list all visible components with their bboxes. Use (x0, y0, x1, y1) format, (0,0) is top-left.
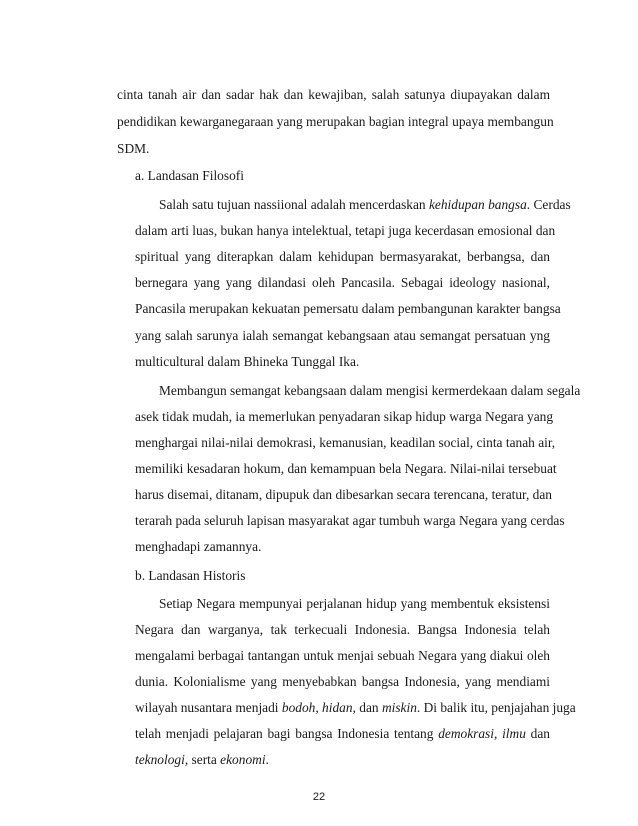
section-a-p2-line-3: menghargai nilai-nilai demokrasi, kemanusian, keadilan social, cinta tanah air, (135, 435, 556, 450)
section-b-p1-line-3: mengalami berbagai tantangan untuk menjai sebuah Negara yang diakui oleh (135, 648, 550, 663)
intro-line-2: pendidikan kewarganegaraan yang merupakan bagian integral upaya membangun (117, 114, 554, 129)
section-b-p1-line-4: dunia. Kolonialisme yang menyebabkan bangsa Indonesia, yang mendiami (135, 674, 550, 689)
section-a-p1-line-3: spiritual yang diterapkan dalam kehidupan bermasyarakat, berbangsa, dan (135, 249, 550, 264)
section-a-p1-line-6: yang salah sarunya ialah semangat kebangsaan atau semangat persatuan yng (135, 328, 550, 343)
section-a-p2-line-6: terarah pada seluruh lapisan masyarakat agar tumbuh warga Negara yang cerdas (135, 513, 565, 528)
section-a-p1-line-2: dalam arti luas, bukan hanya intelektual, tetapi juga kecerdasan emosional dan (135, 223, 556, 238)
section-a-p1-line-1: Salah satu tujuan nassiional adalah mencerdaskan kehidupan bangsa. Cerdas (159, 197, 571, 212)
section-b-p1-line-1: Setiap Negara mempunyai perjalanan hidup yang membentuk eksistensi (159, 596, 550, 611)
intro-line-1: cinta tanah air dan sadar hak dan kewajiban, salah satunya diupayakan dalam (117, 87, 550, 102)
section-b-p1-line-6: telah menjadi pelajaran bagi bangsa Indonesia tentang demokrasi, ilmu dan (135, 726, 550, 741)
section-a-p2-line-7: menghadapi zamannya. (135, 539, 262, 554)
page-number: 22 (312, 791, 326, 803)
section-a-p2-line-2: asek tidak mudah, ia memerlukan penyadaran sikap hidup warga Negara yang (135, 409, 554, 424)
section-a-p2-line-4: memiliki kesadaran hokum, dan kemampuan bela Negara. Nilai-nilai tersebuat (135, 461, 557, 476)
section-a-p1-line-7: multicultural dalam Bhineka Tunggal Ika. (135, 354, 360, 369)
section-a-p2-line-1: Membangun semangat kebangsaan dalam mengisi kermerdekaan dalam segala (159, 383, 581, 398)
section-b-p1-line-7: teknologi, serta ekonomi. (135, 752, 269, 767)
section-b-heading: b. Landasan Historis (135, 568, 246, 583)
section-a-heading: a. Landasan Filosofi (135, 168, 244, 183)
section-b-p1-line-5: wilayah nusantara menjadi bodoh, hidan, dan miskin. Di balik itu, penjajahan juga (135, 700, 576, 715)
section-a-p2-line-5: harus disemai, ditanam, dipupuk dan dibesarkan secara terencana, teratur, dan (135, 487, 553, 502)
section-a-p1-line-5: Pancasila merupakan kekuatan pemersatu dalam pembangunan karakter bangsa (135, 301, 561, 316)
section-b-p1-line-2: Negara dan warganya, tak terkecuali Indonesia. Bangsa Indonesia telah (135, 622, 550, 637)
intro-line-3: SDM. (117, 141, 150, 156)
section-a-p1-line-4: bernegara yang yang dilandasi oleh Pancasila. Sebagai ideology nasional, (135, 275, 550, 290)
